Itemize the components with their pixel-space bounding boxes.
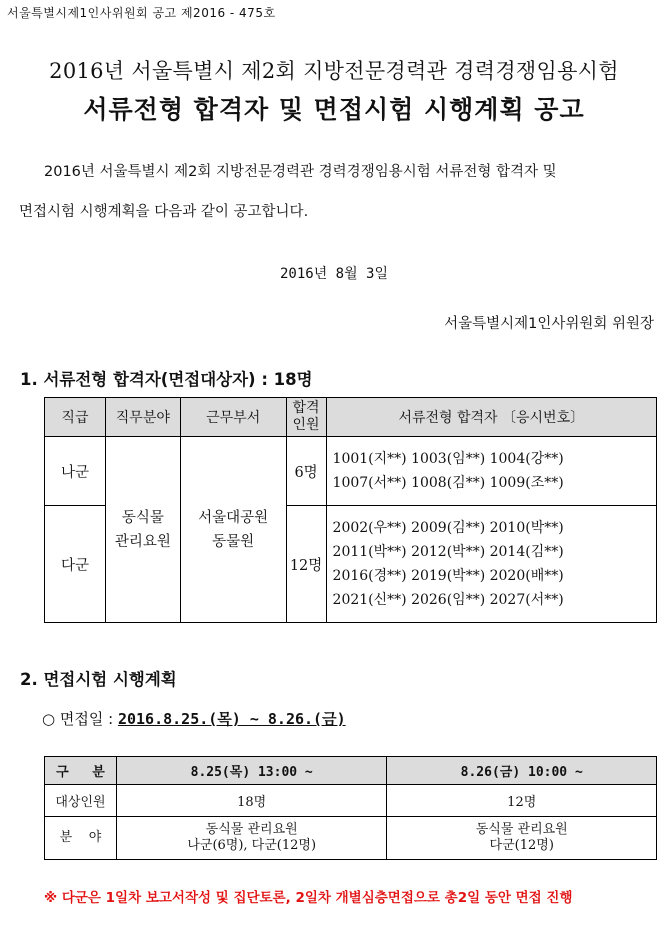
section-1-heading: 1. 서류전형 합격자(면접대상자) : 18명 (20, 370, 313, 389)
interview-date-line (42, 708, 346, 729)
interview-table (44, 756, 657, 860)
interview-dates: 2016.8.25.(목) ~ 8.26.(금) (117, 710, 346, 728)
header-category: 구 분 (45, 757, 117, 785)
field-cell: 동식물 관리요원 (105, 437, 180, 623)
title-line-1: 2016년 서울특별시 제2회 지방전문경력관 경력경쟁임용시험 (49, 59, 619, 83)
department-cell: 서울대공원 동물원 (180, 437, 286, 623)
table-row (45, 817, 657, 860)
signer: 서울특별시제1인사위원회 위원장 (444, 316, 654, 332)
table-header-row (45, 398, 657, 437)
table-row (45, 785, 657, 817)
header-passers: 서류전형 합격자 〔응시번호〕 (326, 398, 656, 437)
passers-table (44, 397, 657, 623)
header-day1: 8.25(목) 13:00 ~ (116, 757, 387, 785)
header-day2: 8.26(금) 10:00 ~ (387, 757, 657, 785)
grade-cell: 나군 (45, 437, 106, 506)
table-row (45, 437, 657, 506)
row-label: 분 야 (45, 817, 117, 860)
intro-line-2: 면접시험 시행계획을 다음과 같이 공고합니다. (19, 204, 309, 220)
header-count: 합격 인원 (286, 398, 326, 437)
count-cell: 6명 (286, 437, 326, 506)
section-2-heading: 2. 면접시험 시행계획 (20, 670, 177, 689)
day1-count: 18명 (116, 785, 387, 817)
notice-text: ※ 다군은 1일차 보고서작성 및 집단토론, 2일차 개별심층면접으로 총2일 동안 면접 진행 (44, 890, 573, 906)
announcement-date: 2016년 8월 3일 (279, 266, 388, 282)
header-field: 직무분야 (105, 398, 180, 437)
bullet-icon: ○ (42, 710, 56, 728)
header-grade: 직급 (45, 398, 106, 437)
count-cell: 12명 (286, 506, 326, 623)
day2-count: 12명 (387, 785, 657, 817)
day1-field: 동식물 관리요원 나군(6명), 다군(12명) (116, 817, 387, 860)
day2-field: 동식물 관리요원 다군(12명) (387, 817, 657, 860)
passers-cell: 1001(지**) 1003(임**) 1004(강**) 1007(서**) 1008(김**) 1009(조**) (326, 437, 656, 506)
title-line-2: 서류전형 합격자 및 면접시험 시행계획 공고 (83, 95, 585, 124)
passers-cell: 2002(우**) 2009(김**) 2010(박**) 2011(박**) 2012(박**) 2014(김**) 2016(경**) 2019(박**) 2020(배**) 2021(신**) 2026(임**) 2027(서**) (326, 506, 656, 623)
document-number: 서울특별시제1인사위원회 공고 제2016 - 475호 (7, 6, 276, 20)
grade-cell: 다군 (45, 506, 106, 623)
row-label: 대상인원 (45, 785, 117, 817)
header-department: 근무부서 (180, 398, 286, 437)
interview-label: 면접일 : (59, 710, 114, 728)
table-header-row (45, 757, 657, 785)
intro-line-1: 2016년 서울특별시 제2회 지방전문경력관 경력경쟁임용시험 서류전형 합격자 및 (44, 164, 557, 180)
